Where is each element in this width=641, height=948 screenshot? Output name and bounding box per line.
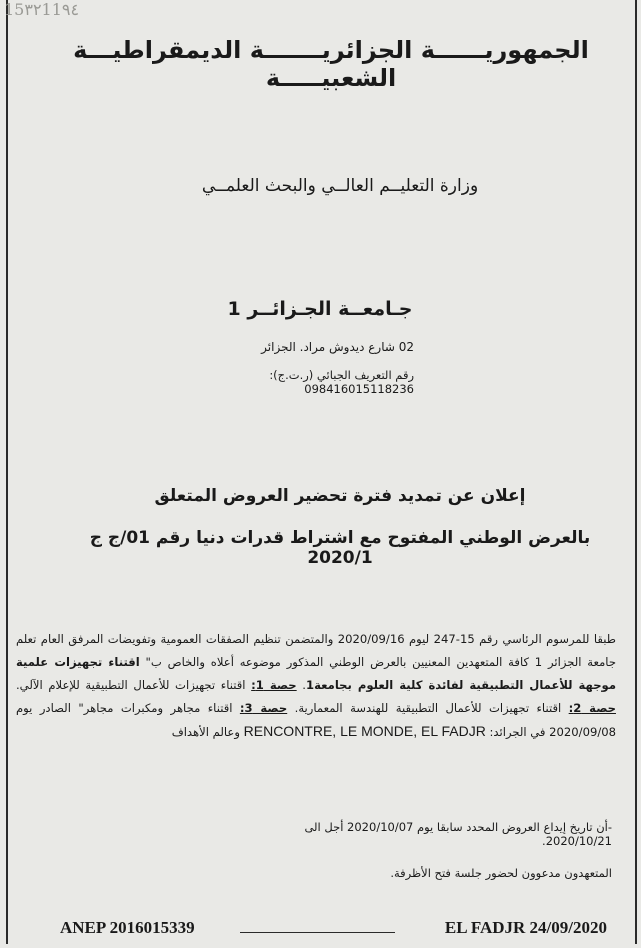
top-cut-number: 15٣٢11٩٤ (4, 0, 80, 19)
footer (8, 912, 633, 942)
lot2-label: حصة 2: (568, 701, 616, 715)
announcement-title-line1: إعلان عن تمديد فترة تحضير العروض المتعلق (154, 486, 526, 506)
footer-divider (240, 932, 395, 933)
page-border (6, 0, 637, 944)
lot2-text: اقتناء تجهيزات للأعمال التطبيقية للهندسة المعمارية. (287, 701, 569, 715)
body-separator: . (296, 678, 306, 692)
announcement-body (16, 628, 616, 744)
lot3-text: اقتناء مجاهر ومكبرات مجاهر" (70, 701, 240, 715)
published-info: الصادر يوم 2020/09/08 في الجرائد: (16, 701, 616, 739)
announcement-title-line2: بالعرض الوطني المفتوح مع اشتراط قدرات دنيا رقم 01/ج ج 2020/1 (89, 528, 591, 568)
anep-number: ANEP 2016015339 (60, 918, 195, 937)
body-intro: طبقا للمرسوم الرئاسي رقم 15-247 ليوم 2020/09/16 والمتضمن تنظيم الصفقات العمومية وتفويضات المرفق العام تعلم جامعة الجزائر 1 كافة المتعهدين المعنيين بالعرض الوطني المذكور موضوعه أعلاه والخاص ب" (16, 632, 616, 669)
opening-invitation: المتعهدون مدعوون لحضور جلسة فتح الأظرفة. (390, 866, 612, 880)
ministry-title: وزارة التعليــم العالــي والبحث العلمــي (201, 176, 479, 196)
deadline-extension: -أن تاريخ إيداع العروض المحدد سابقا يوم 2020/10/07 أجل الى 2020/10/21. (304, 820, 612, 848)
newspapers-list: RENCONTRE, LE MONDE, EL FADJR (243, 723, 486, 739)
newspaper-date: EL FADJR 24/09/2020 (444, 918, 607, 937)
lot3-label: حصة 3: (239, 701, 288, 715)
university-address: 02 شارع ديدوش مراد. الجزائر (261, 340, 414, 354)
lot1-text: اقتناء تجهيزات للأعمال التطبيقية للإعلام الآلي. (16, 678, 252, 692)
university-name: جـامعــة الجـزائــر 1 (227, 298, 413, 320)
republic-title: الجمهوريــــــة الجزائريـــــــة الديمقراطيـــة الشعبيـــــة (73, 36, 589, 92)
newspapers-tail: وعالم الأهداف (171, 725, 244, 739)
tax-id: رقم التعريف الجبائي (ر.ت.ج): 098416015118236 (269, 368, 414, 396)
lot1-label: حصة 1: (251, 678, 297, 692)
body-subject: اقتناء تجهيزات علمية موجهة للأعمال التطبيقية لفائدة كلية العلوم بجامعة1 (16, 655, 616, 692)
